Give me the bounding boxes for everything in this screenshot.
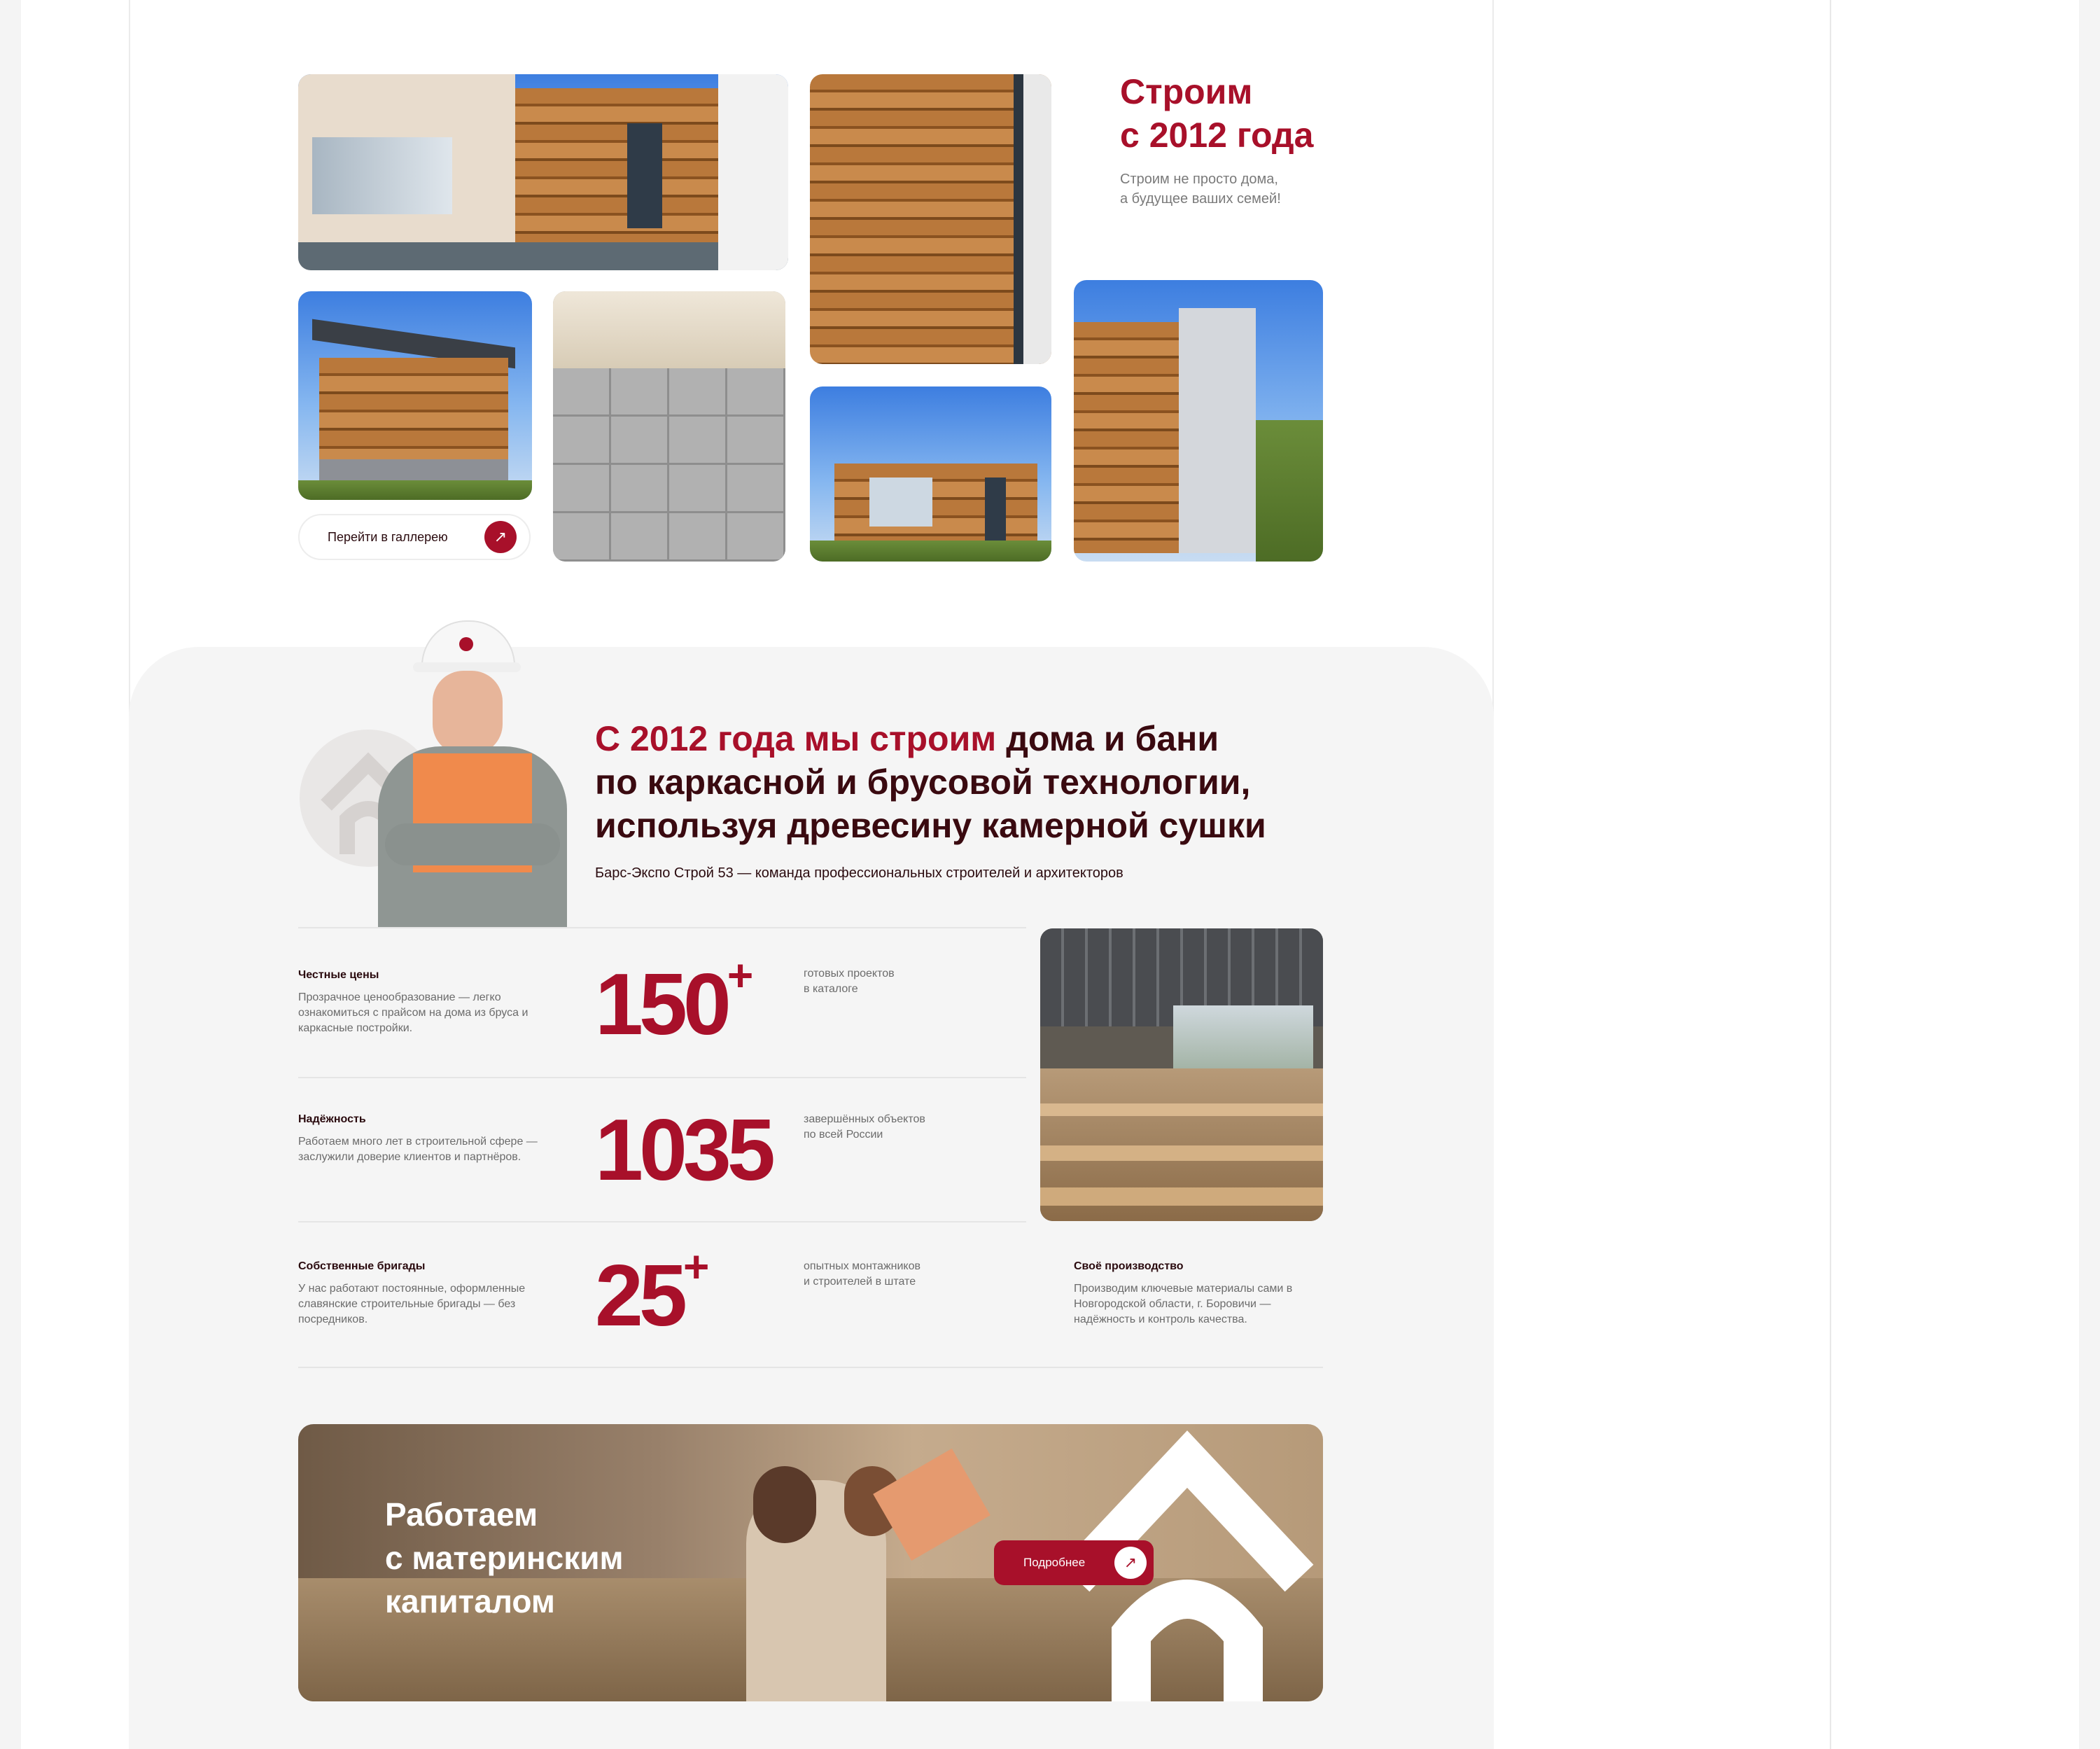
hero-subtitle-line2: а будущее ваших семей!: [1120, 191, 1281, 207]
stat-caption-line2: в каталоге: [804, 983, 858, 995]
stat-value: 150: [595, 956, 727, 1053]
worker-photo: [364, 620, 582, 928]
photo-house-corner[interactable]: [1074, 280, 1323, 562]
more-button[interactable]: [994, 1540, 1154, 1585]
about-heading-accent: С 2012 года мы строим: [595, 719, 997, 758]
arrow-icon: ↗: [484, 521, 517, 553]
banner-title: [385, 1493, 624, 1623]
banner-title-line2: с материнским: [385, 1540, 624, 1576]
stat-caption: [804, 1112, 925, 1143]
hero-subtitle-line1: Строим не просто дома,: [1120, 172, 1278, 187]
stat-caption: [804, 966, 895, 997]
hero-title-line2: с 2012 года: [1120, 116, 1314, 155]
layout-guide: [1830, 0, 1831, 1749]
about-heading-line3: используя древесину камерной сушки: [595, 806, 1266, 845]
photo-house-front[interactable]: [810, 386, 1051, 562]
stat-caption-line1: завершённых объектов: [804, 1113, 925, 1125]
photo-house-side[interactable]: [298, 291, 532, 500]
feature-title: Надёжность: [298, 1113, 366, 1125]
hero-subtitle: [1120, 169, 1281, 209]
feature-text: У нас работают постоянные, оформленные славянские строительные бригады — без посредников.: [298, 1283, 526, 1325]
feature-text: Работаем много лет в строительной сфере — заслужили доверие клиентов и партнёров.: [298, 1136, 538, 1163]
feature-title: Своё производство: [1074, 1260, 1184, 1272]
divider: [298, 1367, 1323, 1368]
stat-number: [595, 1101, 771, 1200]
stat-value: 25: [595, 1248, 683, 1344]
stat-suffix: +: [682, 1241, 710, 1292]
stat-caption-line2: по всей России: [804, 1129, 883, 1141]
stat-caption-line1: опытных монтажников: [804, 1260, 921, 1272]
divider: [298, 1077, 1026, 1078]
stat-value: 1035: [595, 1102, 771, 1199]
arrow-icon: ↗: [1114, 1547, 1147, 1579]
about-heading-line2: по каркасной и брусовой технологии,: [595, 762, 1251, 802]
hero-title-line1: Строим: [1120, 72, 1253, 111]
feature-title: Честные цены: [298, 969, 379, 981]
about-heading-rest: дома и бани: [996, 719, 1219, 758]
feature-text: Прозрачное ценообразование — легко ознакомиться с прайсом на дома из бруса и каркасные постройки.: [298, 991, 528, 1034]
stat-number: [595, 950, 754, 1054]
photo-wall-closeup[interactable]: [810, 74, 1051, 364]
stat-suffix: +: [727, 950, 754, 1001]
more-button-label: Подробнее: [1023, 1556, 1086, 1569]
stat-caption-line2: и строителей в штате: [804, 1276, 916, 1288]
photo-sauna-terrace[interactable]: [298, 74, 788, 270]
banner-title-line1: Работаем: [385, 1496, 538, 1533]
feature-text: Производим ключевые материалы сами в Новгородской области, г. Боровичи — надёжность и контроль качества.: [1074, 1283, 1293, 1325]
gallery-button-label: Перейти в галлерею: [328, 530, 448, 544]
photo-tiled-floor[interactable]: [553, 291, 785, 562]
divider: [298, 1221, 1026, 1222]
banner-title-line3: капиталом: [385, 1583, 555, 1619]
gallery-button[interactable]: [298, 514, 531, 560]
divider: [298, 927, 1026, 928]
feature-title: Собственные бригады: [298, 1260, 426, 1272]
about-heading: [595, 717, 1266, 847]
stat-caption: [804, 1259, 920, 1290]
stat-number: [595, 1241, 710, 1346]
hero-title: [1120, 70, 1313, 157]
about-subheading: Барс-Экспо Строй 53 — команда профессиональных строителей и архитекторов: [595, 865, 1124, 881]
stat-caption-line1: готовых проектов: [804, 968, 895, 980]
photo-production-hall[interactable]: [1040, 928, 1323, 1221]
